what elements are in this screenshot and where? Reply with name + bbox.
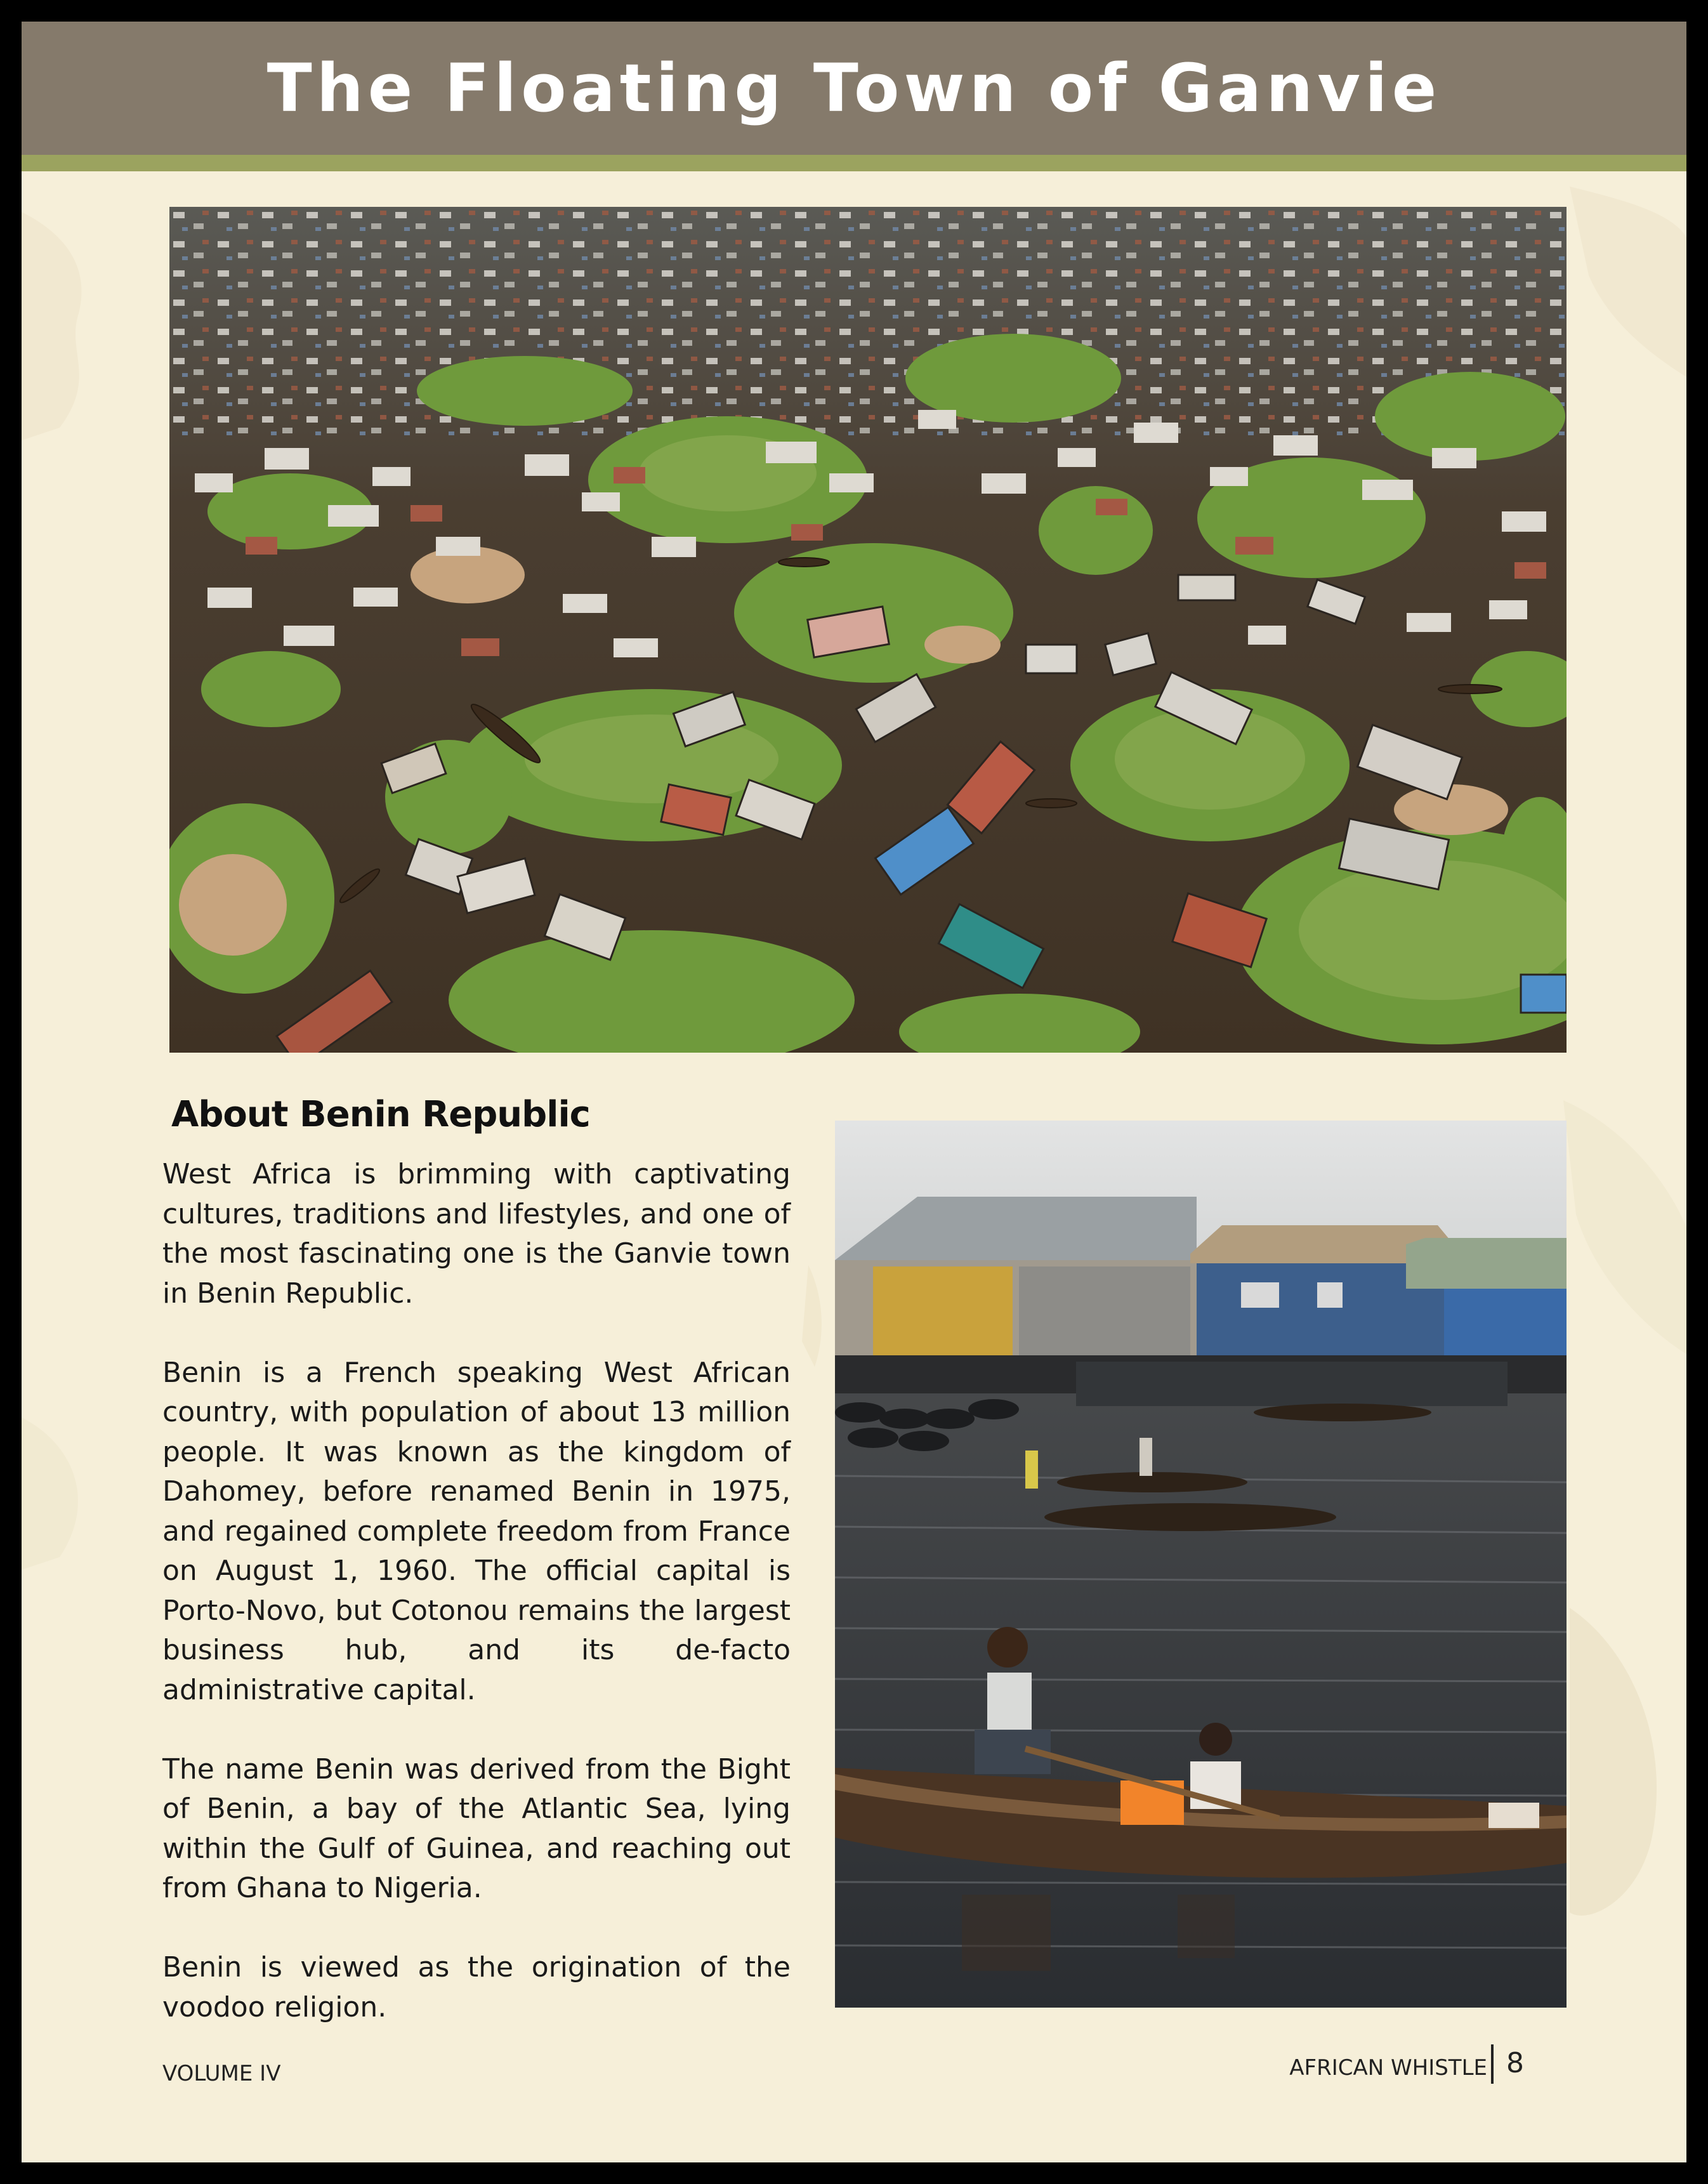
- volume-label: VOLUME IV: [162, 2061, 281, 2086]
- paragraph: The name Benin was derived from the Bight of Benin, a bay of the Atlantic Sea, lying within the Gulf of Guinea, and reaching out from Ghana to Nigeria.: [162, 1753, 791, 1904]
- header-accent-stripe: [22, 155, 1686, 171]
- paragraph: Benin is viewed as the origination of the voodoo religion.: [162, 1951, 791, 2023]
- page-title: The Floating Town of Ganvie: [266, 49, 1442, 127]
- section-heading: About Benin Republic: [171, 1094, 590, 1135]
- magazine-page: [22, 22, 1686, 2162]
- paragraph: West Africa is brimming with captivating cultures, traditions and lifestyles, and one of the most fascinating one is the Ganvie town in Benin Republic.: [162, 1158, 791, 1310]
- aerial-photo: [169, 207, 1567, 1053]
- article-body: [162, 1155, 791, 2027]
- publication-name: AFRICAN WHISTLE: [1289, 2055, 1487, 2081]
- paragraph: Benin is a French speaking West African country, with population of about 13 million people. It was known as the kingdom of Dahomey, before renamed Benin in 1975, and regained complete freedom from France on August 1, 1960. The official capital is Porto-Novo, but Cotonou remains the largest business hub, and its de-facto administrative capital.: [162, 1356, 791, 1706]
- page-number: 8: [1506, 2047, 1524, 2079]
- canoe-photo: [835, 1121, 1567, 2008]
- footer-divider: [1491, 2044, 1494, 2084]
